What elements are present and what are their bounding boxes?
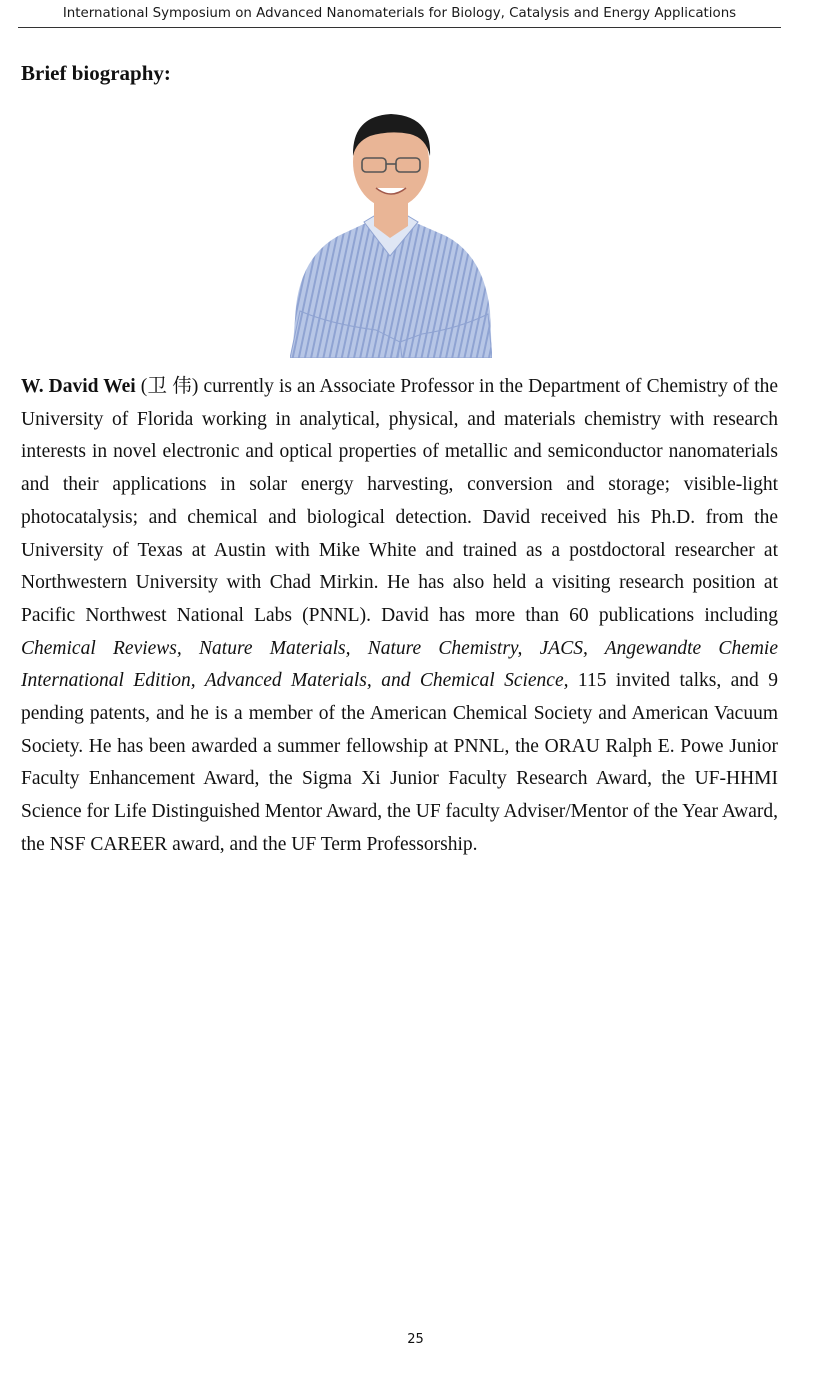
- bio-journal-list: Chemical Reviews, Nature Materials, Nature Chemistry, JACS, Angewandte Chemie International Edition, Advanced Materials, and Chemical Science,: [21, 637, 778, 692]
- section-title: Brief biography:: [21, 61, 171, 85]
- bio-name: W. David Wei: [21, 376, 136, 397]
- running-header: International Symposium on Advanced Nanomaterials for Biology, Catalysis and Energy Applications: [18, 0, 781, 28]
- bio-name-cjk: (卫 伟): [140, 376, 199, 397]
- bio-text-part-2: 115 invited talks, and 9 pending patents, and he is a member of the American Chemical Society and American Vacuum Society. He has been awarded a summer fellowship at PNNL, the ORAU Ralph E. Powe Junior Faculty Enhancement Award, the Sigma Xi Junior Faculty Research Award, the UF-HHMI Science for Life Distinguished Mentor Award, the UF faculty Adviser/Mentor of the Year Award, the NSF CAREER award, and the UF Term Professorship.: [21, 670, 778, 855]
- page-number: 25: [407, 1332, 424, 1347]
- portrait-photo: [290, 106, 492, 358]
- biography-paragraph: [21, 371, 778, 862]
- bio-text-part-1: currently is an Associate Professor in the Department of Chemistry of the University of Florida working in analytical, physical, and materials chemistry with research interests in novel electronic and optical properties of metallic and semiconductor nanomaterials and their applications in solar energy harvesting, conversion and storage; visible-light photocatalysis; and chemical and biological detection. David received his Ph.D. from the University of Texas at Austin with Mike White and trained as a postdoctoral researcher at Northwestern University with Chad Mirkin. He has also held a visiting research position at Pacific Northwest National Labs (PNNL). David has more than 60 publications including: [21, 376, 779, 626]
